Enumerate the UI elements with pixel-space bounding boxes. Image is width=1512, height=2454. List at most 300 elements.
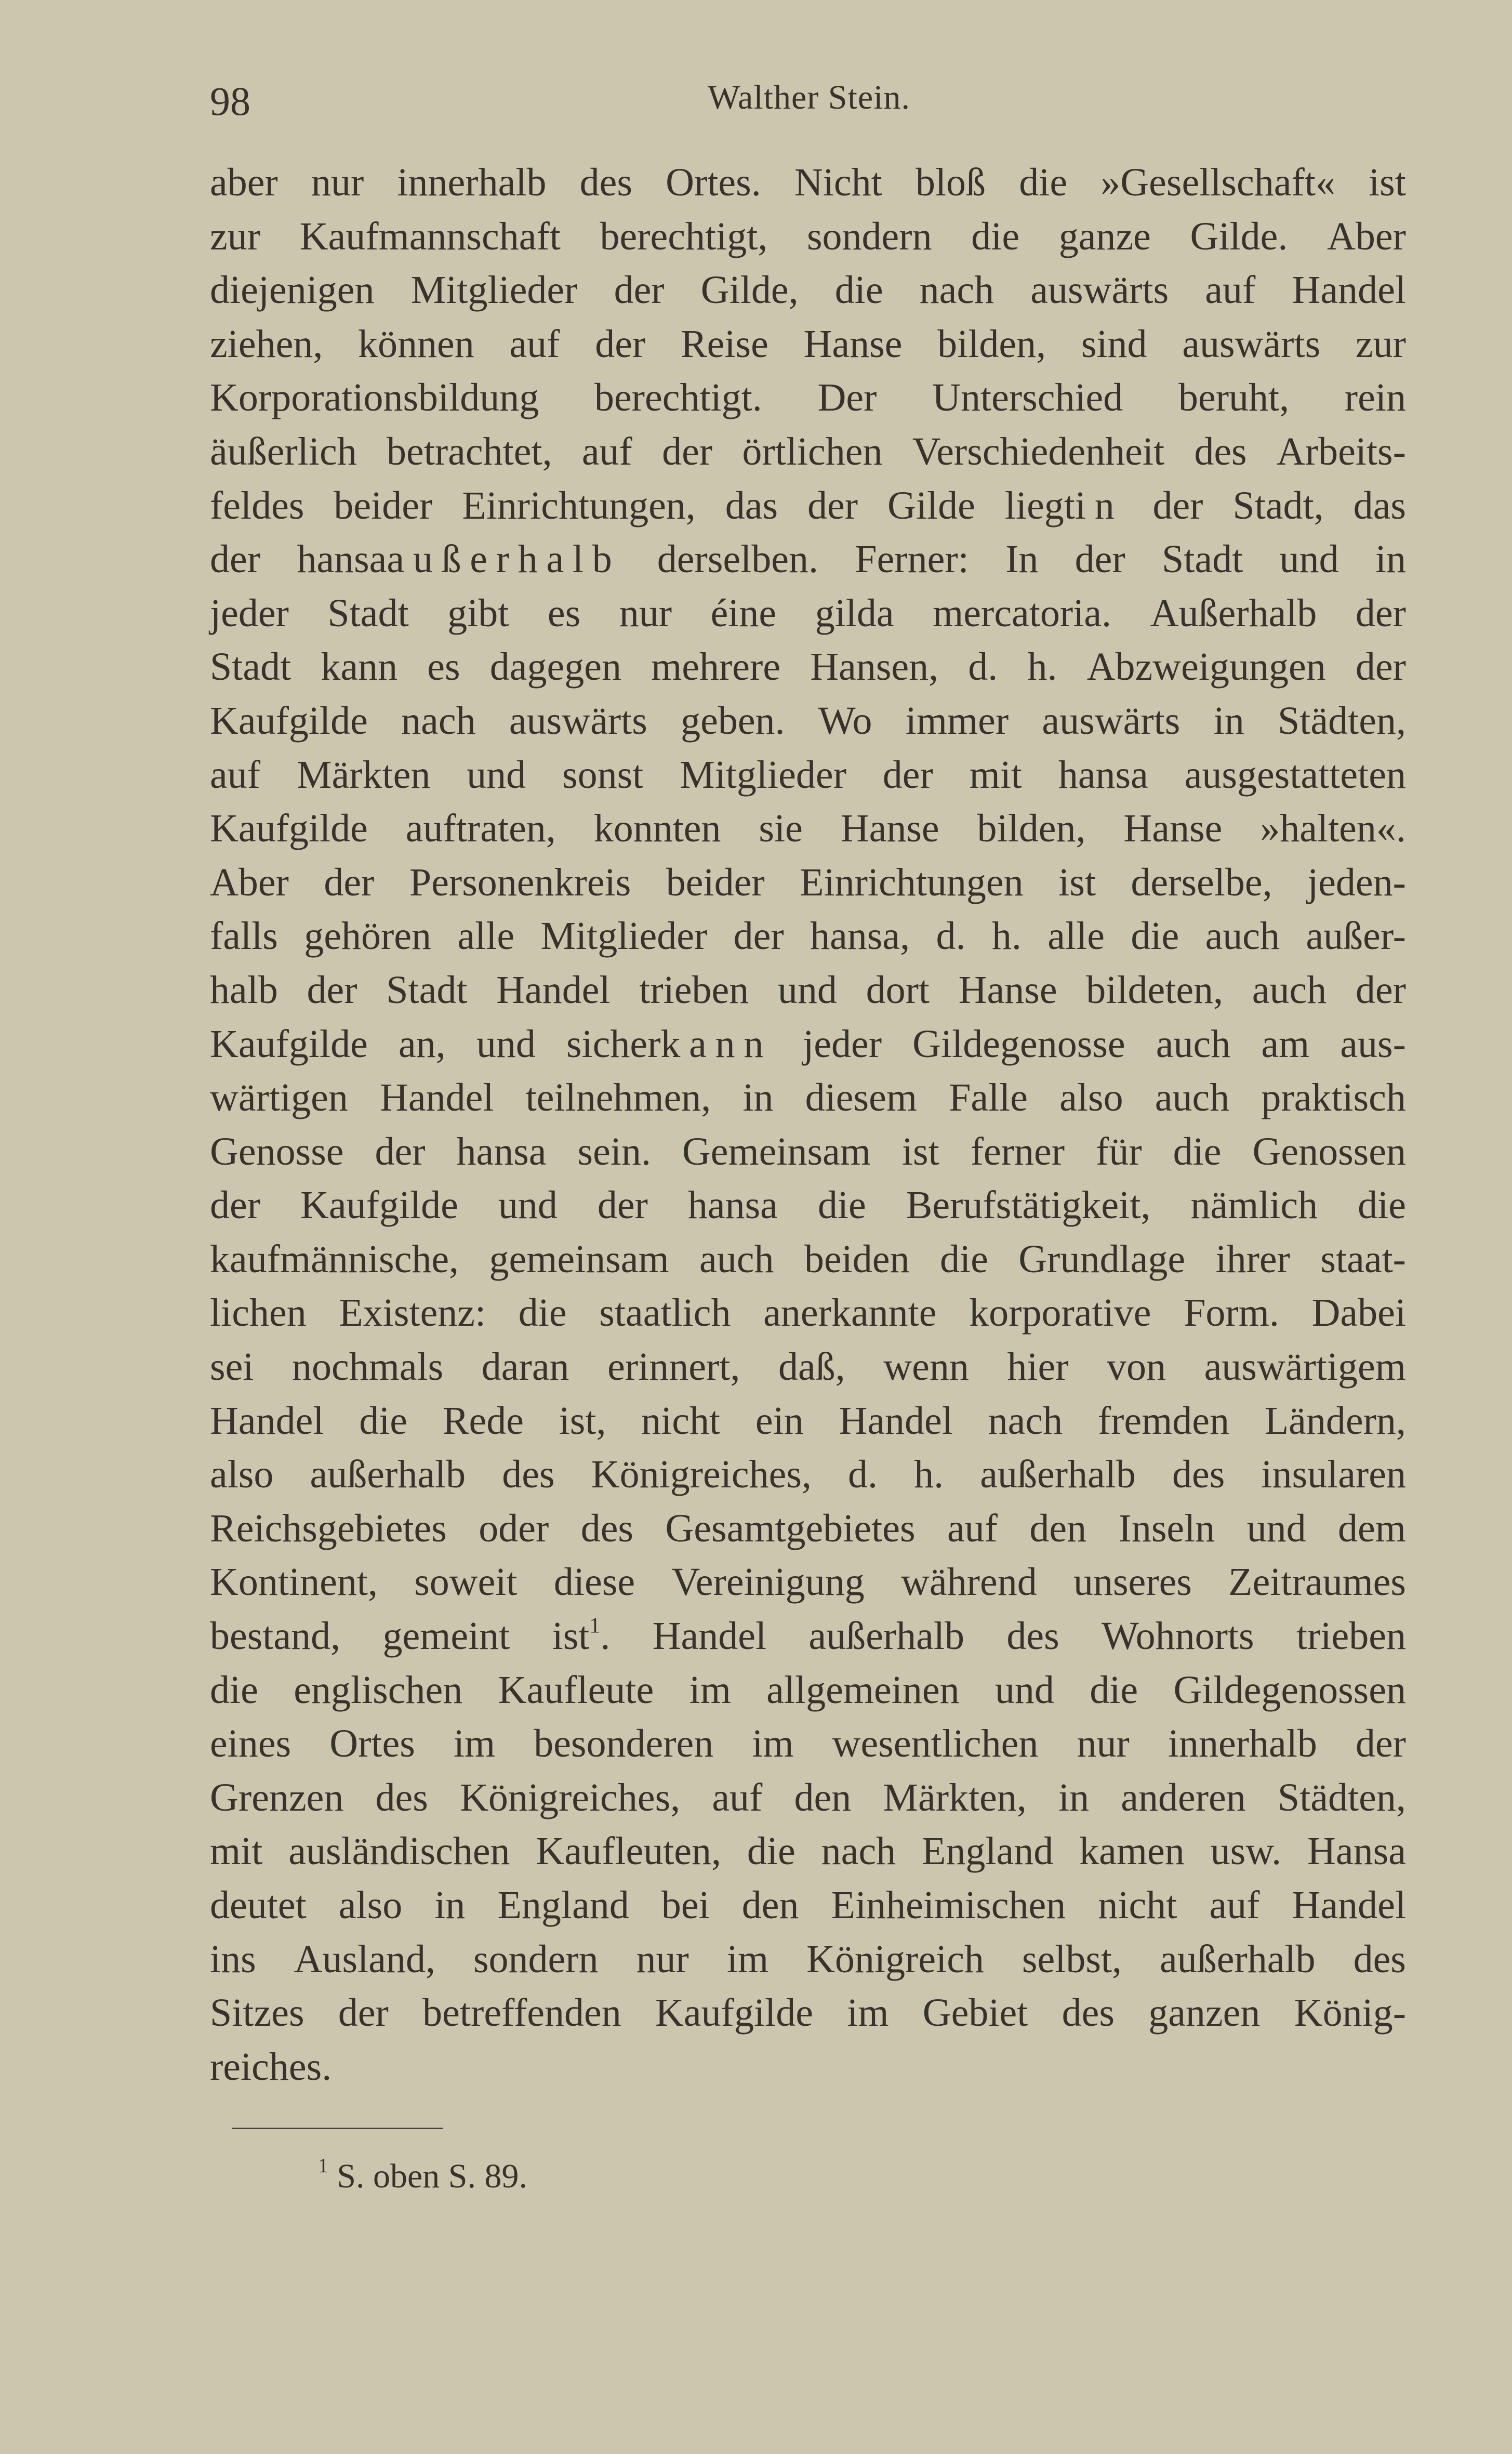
- word: nach: [821, 1829, 896, 1874]
- word: an,: [399, 1022, 446, 1066]
- word: nochmals: [291, 1345, 444, 1389]
- word: am: [1261, 1022, 1310, 1066]
- text-line: [210, 1555, 1406, 1609]
- word: halb: [210, 968, 278, 1012]
- word: nicht: [641, 1398, 721, 1443]
- text-line: [210, 533, 1406, 587]
- word: zur: [210, 214, 261, 258]
- word: sei: [210, 1345, 254, 1389]
- word: des: [580, 1506, 633, 1550]
- text-line: [210, 263, 1406, 318]
- word: diejenigen: [210, 268, 375, 312]
- word: Stadt: [327, 591, 409, 635]
- word: also: [1059, 1076, 1123, 1120]
- word: ganzen: [1148, 1991, 1261, 2035]
- word: Zeitraumes: [1228, 1560, 1406, 1604]
- word: äußerlich: [210, 429, 357, 473]
- word: Vereinigung: [671, 1560, 865, 1604]
- word: soweit: [414, 1560, 518, 1604]
- word: Aber: [210, 860, 289, 904]
- word: Kaufleute: [498, 1668, 654, 1712]
- word: können: [358, 322, 474, 366]
- word: im: [726, 1937, 769, 1981]
- word: dem: [1338, 1506, 1406, 1550]
- word: Berufstätigkeit,: [906, 1183, 1151, 1228]
- word: lichen: [210, 1291, 307, 1335]
- word: mehrere: [651, 645, 781, 689]
- word: auswärtigem: [1204, 1345, 1406, 1389]
- word: auswärts: [1182, 322, 1321, 366]
- word: der: [662, 429, 713, 473]
- word: im: [752, 1722, 794, 1766]
- word: ihrer: [1215, 1237, 1290, 1281]
- word: nach: [401, 698, 476, 743]
- word: und: [994, 1668, 1054, 1712]
- word: und: [498, 1183, 558, 1228]
- footnote-marker: 1: [318, 2154, 328, 2177]
- word: sicherkann: [566, 1022, 773, 1066]
- word: auch: [1252, 968, 1327, 1012]
- word: h.: [914, 1453, 944, 1497]
- word: Märkten: [296, 753, 431, 797]
- word: in: [742, 1076, 774, 1120]
- word: usw.: [1210, 1829, 1282, 1874]
- word: und: [1279, 537, 1339, 582]
- word: geben.: [681, 698, 785, 743]
- word: hier: [1007, 1345, 1069, 1389]
- word: des: [1353, 1937, 1406, 1981]
- word: Kaufgilde: [210, 807, 368, 851]
- word: der: [597, 1183, 648, 1228]
- word: in: [434, 1883, 466, 1927]
- word: liegtin: [1004, 483, 1123, 527]
- word: trieben: [1296, 1614, 1406, 1658]
- word: allgemeinen: [766, 1668, 960, 1712]
- word: Königreiches,: [459, 1775, 681, 1819]
- word: Reise: [680, 322, 768, 366]
- word: Stadt: [210, 645, 291, 689]
- word: die: [1090, 1668, 1138, 1712]
- word: Gilde,: [700, 268, 799, 312]
- word: deutet: [210, 1883, 307, 1927]
- word: des: [1194, 429, 1247, 473]
- word: der: [324, 860, 375, 904]
- text-line: [210, 1986, 1406, 2040]
- word: Existenz:: [339, 1291, 486, 1335]
- word: derselbe,: [1131, 860, 1272, 904]
- word: Stadt: [386, 968, 468, 1012]
- word: insularen: [1261, 1453, 1406, 1497]
- text-line: [210, 1825, 1406, 1879]
- word: Gildegenosse: [912, 1022, 1125, 1066]
- word: berechtigt,: [600, 214, 768, 258]
- word: die: [1019, 161, 1068, 204]
- word: gemeint: [382, 1614, 510, 1658]
- word: die: [971, 214, 1020, 258]
- word: Hanse: [958, 968, 1057, 1012]
- text-line: [210, 802, 1406, 856]
- footnote-divider: [232, 2128, 443, 2129]
- word: der: [1355, 591, 1406, 635]
- word: h.: [1027, 645, 1057, 689]
- word: daß,: [778, 1345, 845, 1389]
- word: außerhalb: [1159, 1937, 1316, 1981]
- text-line: [210, 856, 1406, 910]
- word: im: [847, 1991, 889, 2035]
- word: sondern: [806, 214, 932, 258]
- word: die: [1358, 1183, 1406, 1228]
- word: des: [1006, 1614, 1059, 1658]
- word: außerhalb: [808, 1614, 965, 1658]
- text-line: [210, 1394, 1406, 1448]
- word: reiches.: [210, 2044, 332, 2089]
- text-line: [210, 587, 1406, 641]
- word: staat-: [1320, 1237, 1406, 1281]
- word: der: [807, 483, 858, 527]
- word: derselben.: [657, 537, 818, 582]
- word: also: [210, 1453, 274, 1497]
- word: gehören: [304, 914, 432, 958]
- word: in: [1213, 698, 1244, 743]
- word: Städten,: [1277, 1775, 1406, 1819]
- word: der: [1355, 1722, 1406, 1766]
- word: erinnert,: [607, 1345, 740, 1389]
- word: hansa,: [810, 914, 910, 958]
- word: wesentlichen: [832, 1722, 1039, 1766]
- word: auf: [581, 429, 632, 473]
- word: staatlich: [599, 1291, 731, 1335]
- word: »halten«.: [1260, 807, 1406, 851]
- word: beider: [666, 860, 765, 904]
- word: gilda: [815, 591, 894, 635]
- word: jeden-: [1307, 860, 1406, 904]
- word: nach: [988, 1398, 1063, 1443]
- word: den: [741, 1883, 799, 1927]
- word: unseres: [1073, 1560, 1192, 1604]
- text-line: [210, 2040, 1406, 2094]
- word: Kaufgilde: [655, 1991, 813, 2035]
- word: bilden,: [977, 807, 1086, 851]
- word: Kaufgilde: [210, 698, 368, 743]
- word: anderen: [1121, 1775, 1246, 1819]
- word: »Gesellschaft«: [1100, 161, 1335, 204]
- word: bildeten,: [1086, 968, 1224, 1012]
- word: das: [1353, 483, 1406, 527]
- body-text: [210, 156, 1406, 2094]
- page-number: 98: [210, 78, 250, 124]
- word: des: [579, 161, 632, 204]
- word: ausländischen: [288, 1829, 510, 1874]
- running-title: Walther Stein.: [708, 78, 910, 116]
- word: Handel: [210, 1398, 324, 1443]
- word: Stadt: [1162, 537, 1243, 582]
- word: diese: [553, 1560, 635, 1604]
- word: immer: [905, 698, 1009, 743]
- word: bilden,: [937, 322, 1046, 366]
- word: von: [1107, 1345, 1166, 1389]
- word: Gilde.: [1190, 214, 1288, 258]
- footnote-reference: 1: [589, 1614, 601, 1638]
- word: kamen: [1079, 1829, 1185, 1874]
- word: Form.: [1184, 1291, 1279, 1335]
- word: wenn: [883, 1345, 969, 1389]
- word: Königreich: [806, 1937, 984, 1981]
- word: Kaufleuten,: [536, 1829, 722, 1874]
- word: der: [1355, 645, 1406, 689]
- word: rein: [1344, 376, 1406, 420]
- word: innerhalb: [1168, 1722, 1317, 1766]
- word: konnten: [593, 807, 721, 851]
- word: Nicht: [794, 161, 882, 204]
- word: gibt: [447, 591, 509, 635]
- word: Genossen: [1252, 1129, 1406, 1173]
- word: ist: [1058, 860, 1096, 904]
- text-line: [210, 1609, 1406, 1664]
- word: außerhalb: [310, 1453, 466, 1497]
- word: das: [725, 483, 778, 527]
- word: und: [476, 1022, 536, 1066]
- text-line: [210, 1179, 1406, 1233]
- word: England: [922, 1829, 1054, 1874]
- word: Kaufgilde: [210, 1022, 368, 1066]
- word: Kaufmannschaft: [299, 214, 561, 258]
- word: selbst,: [1022, 1937, 1122, 1981]
- word: Handel: [839, 1398, 953, 1443]
- word: Hanse: [1123, 807, 1223, 851]
- word: h.: [991, 914, 1022, 958]
- text-line: [210, 1879, 1406, 1933]
- word: nur: [619, 591, 672, 635]
- text-line: [210, 210, 1406, 264]
- word: mit: [210, 1829, 263, 1874]
- word: also: [338, 1883, 403, 1927]
- word: Handel: [652, 1614, 767, 1658]
- word: auf: [947, 1506, 998, 1550]
- text-line: [210, 1018, 1406, 1072]
- footnote-text: S. oben S. 89.: [337, 2157, 528, 2195]
- word: des: [1172, 1453, 1225, 1497]
- word: sondern: [473, 1937, 599, 1981]
- word: der: [307, 968, 357, 1012]
- word: d.: [968, 645, 998, 689]
- word: und: [777, 968, 837, 1012]
- word: der: [614, 268, 665, 312]
- word: Sitzes: [210, 1991, 304, 2035]
- word: Märkten,: [883, 1775, 1027, 1819]
- word: zur: [1355, 322, 1406, 366]
- word: Hanse: [803, 322, 903, 366]
- word: nur: [1077, 1722, 1130, 1766]
- text-line: [210, 1448, 1406, 1502]
- word: auswärts: [509, 698, 647, 743]
- word: nur: [636, 1937, 689, 1981]
- word: auch: [1205, 914, 1280, 958]
- word: Ferner:: [855, 537, 969, 582]
- word: eines: [210, 1722, 291, 1766]
- word: die: [359, 1398, 408, 1443]
- word: Abzweigungen: [1086, 645, 1326, 689]
- word: den: [1029, 1506, 1087, 1550]
- word: auf: [210, 753, 261, 797]
- word: beiden: [804, 1237, 910, 1281]
- word: Handel: [380, 1076, 494, 1120]
- word: Ländern,: [1264, 1398, 1406, 1443]
- word: ins: [210, 1937, 256, 1981]
- word: die: [747, 1829, 795, 1874]
- text-line: [210, 1071, 1406, 1125]
- word: auswärts: [1042, 698, 1181, 743]
- word: der: [210, 537, 261, 582]
- word: Einrichtungen,: [462, 483, 696, 527]
- word: feldes: [210, 483, 304, 527]
- word: sein.: [577, 1129, 651, 1173]
- text-line: [210, 479, 1406, 533]
- word: ist: [901, 1129, 939, 1173]
- word: ist$^1$.: [552, 1614, 611, 1658]
- word: Mitglieder: [540, 914, 708, 958]
- text-line: [210, 318, 1406, 372]
- word: die: [817, 1183, 866, 1228]
- word: oder: [479, 1506, 549, 1550]
- text-line: [210, 909, 1406, 964]
- word: Mitglieder: [680, 753, 846, 797]
- word: Rede: [442, 1398, 524, 1443]
- word: alle: [1047, 914, 1105, 958]
- text-line: [210, 371, 1406, 425]
- word: auf: [1205, 268, 1256, 312]
- word: des: [1062, 1991, 1115, 2035]
- word: Unterschied: [932, 376, 1123, 420]
- word: für: [1096, 1129, 1142, 1173]
- word: Grundlage: [1018, 1237, 1186, 1281]
- word: bestand,: [210, 1614, 341, 1658]
- text-line: [210, 694, 1406, 748]
- word: des: [502, 1453, 555, 1497]
- word: sonst: [562, 753, 644, 797]
- word: auftraten,: [405, 807, 556, 851]
- word: betrachtet,: [386, 429, 552, 473]
- word: Gebiet: [922, 1991, 1028, 2035]
- word: im: [689, 1668, 731, 1712]
- word: und: [467, 753, 526, 797]
- word: ist: [1369, 161, 1406, 204]
- word: Stadt,: [1232, 483, 1324, 527]
- word: der: [1152, 483, 1203, 527]
- word: die: [1131, 914, 1179, 958]
- word: in: [1375, 537, 1406, 582]
- word: sie: [759, 807, 803, 851]
- word: Kontinent,: [210, 1560, 378, 1604]
- word: England: [497, 1883, 629, 1927]
- word: hansa: [456, 1129, 547, 1173]
- word: bei: [661, 1883, 710, 1927]
- word: Ausland,: [294, 1937, 435, 1981]
- word: auch: [1156, 1022, 1231, 1066]
- word: in: [1058, 1775, 1090, 1819]
- word: kaufmännische,: [210, 1237, 459, 1281]
- word: anerkannte: [763, 1291, 937, 1335]
- word: Hansen,: [810, 645, 939, 689]
- word: auf: [509, 322, 560, 366]
- word: Gilde: [887, 483, 975, 527]
- text-line: [210, 640, 1406, 694]
- word: ausgestatteten: [1184, 753, 1406, 797]
- word: die: [518, 1291, 567, 1335]
- word: Aber: [1327, 214, 1406, 258]
- text-line: [210, 425, 1406, 479]
- word: gemeinsam: [489, 1237, 669, 1281]
- word: örtlichen: [742, 429, 883, 473]
- word: König-: [1294, 1991, 1406, 2035]
- word: Ortes.: [666, 161, 761, 204]
- word: ferner: [970, 1129, 1065, 1173]
- word: auch: [699, 1237, 774, 1281]
- word: diesem: [805, 1076, 917, 1120]
- word: der: [210, 1183, 261, 1228]
- word: sind: [1081, 322, 1147, 366]
- word: Gesamtgebietes: [665, 1506, 916, 1550]
- word: Genosse: [210, 1129, 344, 1173]
- text-line: [210, 1717, 1406, 1771]
- word: die: [1173, 1129, 1222, 1173]
- word: Mitglieder: [410, 268, 578, 312]
- word: wärtigen: [210, 1076, 348, 1120]
- word: Hansa: [1307, 1829, 1406, 1874]
- word: die: [834, 268, 883, 312]
- word: Königreiches,: [591, 1453, 812, 1497]
- word: innerhalb: [397, 161, 547, 204]
- text-line: [210, 1125, 1406, 1179]
- word: ganze: [1058, 214, 1151, 258]
- word: Korporationsbildung: [210, 376, 539, 420]
- word: beider: [334, 483, 433, 527]
- word: nämlich: [1190, 1183, 1318, 1228]
- word: korporative: [969, 1291, 1151, 1335]
- word: trieben: [639, 968, 749, 1012]
- word: Verschiedenheit: [912, 429, 1165, 473]
- word: während: [901, 1560, 1037, 1604]
- word: der: [338, 1991, 389, 2035]
- word: In: [1005, 537, 1039, 582]
- word: Einrichtungen: [800, 860, 1024, 904]
- word: Der: [817, 376, 877, 420]
- word: des: [375, 1775, 428, 1819]
- word: es: [427, 645, 460, 689]
- word: der: [595, 322, 646, 366]
- word: ein: [755, 1398, 804, 1443]
- word: Hanse: [840, 807, 939, 851]
- word: Handel: [1292, 1883, 1406, 1927]
- word: d.: [848, 1453, 878, 1497]
- text-line: [210, 1933, 1406, 1987]
- word: dort: [866, 968, 930, 1012]
- word: der: [1075, 537, 1125, 582]
- word: Personenkreis: [409, 860, 631, 904]
- word: aus-: [1340, 1022, 1406, 1066]
- word: Inseln: [1118, 1506, 1215, 1550]
- word: ist,: [559, 1398, 606, 1443]
- word: jeder: [803, 1022, 882, 1066]
- word: mit: [969, 753, 1022, 797]
- footnote: [318, 2154, 528, 2196]
- word: Einheimischen: [831, 1883, 1066, 1927]
- word: der: [882, 753, 933, 797]
- word: aber: [210, 161, 278, 204]
- word: die: [939, 1237, 988, 1281]
- word: Wohnorts: [1101, 1614, 1254, 1658]
- word: der: [375, 1129, 426, 1173]
- word: Gildegenossen: [1173, 1668, 1406, 1712]
